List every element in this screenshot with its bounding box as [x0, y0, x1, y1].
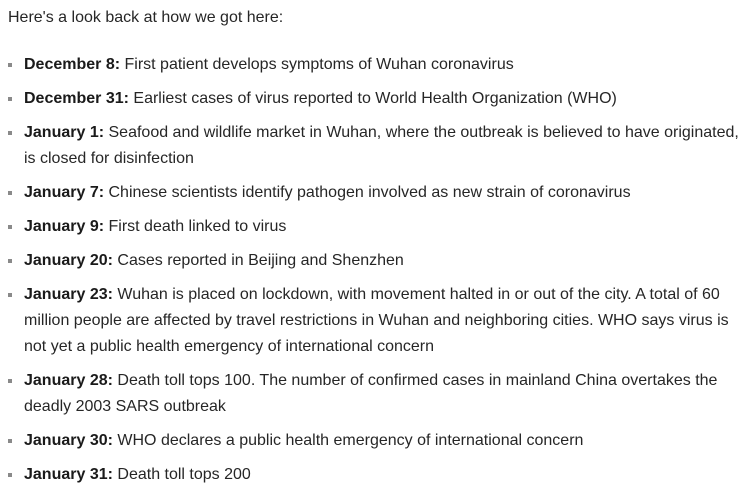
timeline-text: Death toll tops 200: [117, 466, 251, 483]
bullet-icon: [8, 259, 12, 263]
timeline-text: Cases reported in Beijing and Shenzhen: [117, 252, 404, 269]
intro-text: Here's a look back at how we got here:: [8, 9, 284, 26]
timeline-date: January 1:: [24, 124, 105, 141]
timeline-item: [8, 428, 740, 454]
timeline-text: First death linked to virus: [108, 218, 287, 235]
timeline-text: WHO declares a public health emergency of international concern: [117, 432, 584, 449]
timeline-item: [8, 368, 740, 420]
timeline-item: [8, 214, 740, 240]
timeline-text: Earliest cases of virus reported to World Health Organization (WHO): [133, 90, 617, 107]
bullet-icon: [8, 63, 12, 67]
bullet-icon: [8, 439, 12, 443]
timeline-item: [8, 120, 740, 172]
timeline-date: January 23:: [24, 286, 113, 303]
timeline-text: Wuhan is placed on lockdown, with movement halted in or out of the city. A total of 60 million people are affected by travel restrictions in Wuhan and neighboring cities. WHO says virus is not yet a public health emergency of international concern: [24, 286, 729, 355]
timeline-date: December 8:: [24, 56, 121, 73]
timeline-date: January 30:: [24, 432, 113, 449]
timeline-item: [8, 248, 740, 274]
timeline-text: Seafood and wildlife market in Wuhan, where the outbreak is believed to have originated, is closed for disinfection: [24, 124, 739, 167]
bullet-icon: [8, 131, 12, 135]
timeline-text: Death toll tops 100. The number of confirmed cases in mainland China overtakes the deadly 2003 SARS outbreak: [24, 372, 718, 415]
timeline-item: [8, 180, 740, 206]
timeline-date: January 7:: [24, 184, 105, 201]
timeline-item: [8, 52, 740, 78]
timeline-date: December 31:: [24, 90, 129, 107]
timeline-date: January 28:: [24, 372, 113, 389]
timeline-date: January 31:: [24, 466, 113, 483]
bullet-icon: [8, 225, 12, 229]
bullet-icon: [8, 379, 12, 383]
bullet-icon: [8, 473, 12, 477]
timeline-item: [8, 282, 740, 360]
bullet-icon: [8, 293, 12, 297]
timeline-date: January 20:: [24, 252, 113, 269]
timeline-text: First patient develops symptoms of Wuhan coronavirus: [124, 56, 514, 73]
timeline-list: [8, 52, 747, 488]
timeline-date: January 9:: [24, 218, 105, 235]
timeline-item: [8, 462, 740, 488]
bullet-icon: [8, 97, 12, 101]
timeline-text: Chinese scientists identify pathogen involved as new strain of coronavirus: [108, 184, 631, 201]
bullet-icon: [8, 191, 12, 195]
timeline-item: [8, 86, 740, 112]
